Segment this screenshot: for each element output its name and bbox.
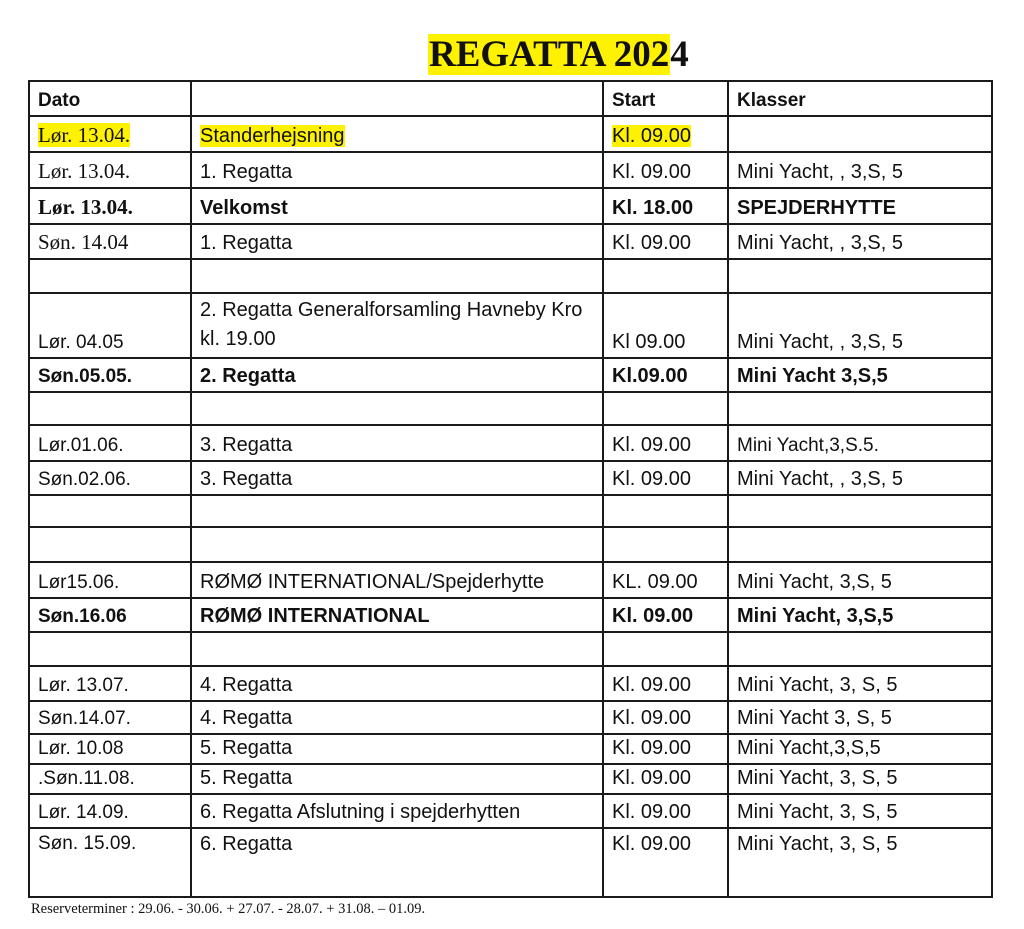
table-row [29, 794, 992, 828]
cell-start [603, 527, 728, 562]
cell-event: RØMØ INTERNATIONAL/Spejderhytte [191, 562, 603, 598]
table-row-empty [29, 632, 992, 666]
cell-klasser [728, 392, 992, 425]
cell-start: Kl. 09.00 [603, 794, 728, 828]
table-row [29, 828, 992, 897]
cell-dato [29, 495, 191, 527]
cell-event: 1. Regatta [191, 224, 603, 259]
cell-klasser: Mini Yacht, , 3,S, 5 [728, 293, 992, 358]
cell-klasser: Mini Yacht, , 3,S, 5 [728, 152, 992, 188]
cell-start [603, 392, 728, 425]
cell-event [191, 259, 603, 293]
cell-klasser: Mini Yacht, 3, S, 5 [728, 828, 992, 897]
cell-start [603, 259, 728, 293]
table-row [29, 666, 992, 701]
title-tail: 4 [670, 34, 689, 75]
cell-klasser: Mini Yacht 3, S, 5 [728, 701, 992, 734]
cell-event: RØMØ INTERNATIONAL [191, 598, 603, 632]
table-row [29, 224, 992, 259]
table-row [29, 188, 992, 224]
cell-dato [29, 527, 191, 562]
highlight-text: Standerhejsning [200, 125, 345, 147]
cell-klasser: Mini Yacht, 3, S, 5 [728, 764, 992, 794]
title-highlight: REGATTA 202 [429, 34, 670, 75]
cell-klasser [728, 527, 992, 562]
cell-dato: Lør15.06. [29, 562, 191, 598]
cell-event [191, 495, 603, 527]
cell-start: Kl. 09.00 [603, 152, 728, 188]
cell-event: 5. Regatta [191, 764, 603, 794]
cell-dato: Søn.05.05. [29, 358, 191, 392]
cell-dato: Lør. 04.05 [29, 293, 191, 358]
cell-event: 2. Regatta [191, 358, 603, 392]
reserve-dates-note: Reserveterminer : 29.06. - 30.06. + 27.07. - 28.07. + 31.08. – 01.09. [31, 901, 426, 917]
table-row [29, 701, 992, 734]
cell-start: Kl.09.00 [603, 358, 728, 392]
page-title [428, 34, 689, 76]
cell-event [191, 116, 603, 152]
cell-start: Kl. 09.00 [603, 425, 728, 461]
table-row [29, 358, 992, 392]
cell-klasser: Mini Yacht 3,S,5 [728, 358, 992, 392]
cell-klasser: Mini Yacht, , 3,S, 5 [728, 461, 992, 495]
cell-start [603, 632, 728, 666]
table-row [29, 116, 992, 152]
cell-event: 4. Regatta [191, 701, 603, 734]
cell-dato: Lør. 13.07. [29, 666, 191, 701]
cell-event: 4. Regatta [191, 666, 603, 701]
table-row [29, 293, 992, 358]
cell-klasser: Mini Yacht, 3, S, 5 [728, 666, 992, 701]
table-row-empty [29, 495, 992, 527]
cell-start: Kl. 09.00 [603, 764, 728, 794]
cell-dato: .Søn.11.08. [29, 764, 191, 794]
header-event [191, 81, 603, 116]
cell-start: Kl. 09.00 [603, 598, 728, 632]
cell-start: Kl. 09.00 [603, 224, 728, 259]
cell-klasser [728, 259, 992, 293]
highlight-text: Lør. 13.04. [38, 123, 131, 147]
cell-event: 5. Regatta [191, 734, 603, 764]
cell-event: 2. Regatta Generalforsamling Havneby Kro kl. 19.00 [191, 293, 603, 358]
cell-dato: Søn. 14.04 [29, 224, 191, 259]
cell-event: 3. Regatta [191, 425, 603, 461]
cell-klasser: Mini Yacht, , 3,S, 5 [728, 224, 992, 259]
table-row [29, 425, 992, 461]
cell-dato [29, 259, 191, 293]
cell-event: 1. Regatta [191, 152, 603, 188]
cell-event [191, 392, 603, 425]
cell-start: Kl. 09.00 [603, 734, 728, 764]
schedule-table [28, 80, 993, 898]
highlight-text: Kl. 09.00 [612, 125, 691, 147]
cell-dato [29, 632, 191, 666]
cell-dato: Søn. 15.09. [29, 828, 191, 897]
table-row [29, 598, 992, 632]
table-row [29, 152, 992, 188]
cell-dato: Lør. 13.04. [29, 188, 191, 224]
table-row-empty [29, 259, 992, 293]
table-row [29, 562, 992, 598]
cell-klasser: Mini Yacht, 3,S, 5 [728, 562, 992, 598]
cell-event [191, 527, 603, 562]
header-klasser: Klasser [728, 81, 992, 116]
table-row [29, 734, 992, 764]
cell-start: Kl. 18.00 [603, 188, 728, 224]
cell-dato: Søn.14.07. [29, 701, 191, 734]
cell-start [603, 495, 728, 527]
cell-start: Kl. 09.00 [603, 701, 728, 734]
cell-klasser: Mini Yacht,3,S.5. [728, 425, 992, 461]
cell-dato: Lør.01.06. [29, 425, 191, 461]
table-row-empty [29, 392, 992, 425]
cell-dato [29, 392, 191, 425]
cell-start: Kl 09.00 [603, 293, 728, 358]
header-start: Start [603, 81, 728, 116]
cell-start: Kl. 09.00 [603, 461, 728, 495]
cell-event: 6. Regatta Afslutning i spejderhytten [191, 794, 603, 828]
cell-event: Velkomst [191, 188, 603, 224]
cell-event: 3. Regatta [191, 461, 603, 495]
cell-dato: Lør. 10.08 [29, 734, 191, 764]
table-row-empty [29, 527, 992, 562]
cell-dato: Søn.16.06 [29, 598, 191, 632]
table-row [29, 764, 992, 794]
cell-event [191, 632, 603, 666]
cell-dato [29, 116, 191, 152]
table-row [29, 461, 992, 495]
cell-start: Kl. 09.00 [603, 828, 728, 897]
cell-dato: Lør. 13.04. [29, 152, 191, 188]
cell-klasser: SPEJDERHYTTE [728, 188, 992, 224]
cell-klasser: Mini Yacht, 3,S,5 [728, 598, 992, 632]
header-row [29, 81, 992, 116]
cell-klasser: Mini Yacht,3,S,5 [728, 734, 992, 764]
cell-event: 6. Regatta [191, 828, 603, 897]
cell-dato: Lør. 14.09. [29, 794, 191, 828]
cell-klasser [728, 116, 992, 152]
cell-klasser: Mini Yacht, 3, S, 5 [728, 794, 992, 828]
cell-start: KL. 09.00 [603, 562, 728, 598]
cell-klasser [728, 632, 992, 666]
header-dato: Dato [29, 81, 191, 116]
cell-start [603, 116, 728, 152]
cell-start: Kl. 09.00 [603, 666, 728, 701]
cell-dato: Søn.02.06. [29, 461, 191, 495]
cell-klasser [728, 495, 992, 527]
